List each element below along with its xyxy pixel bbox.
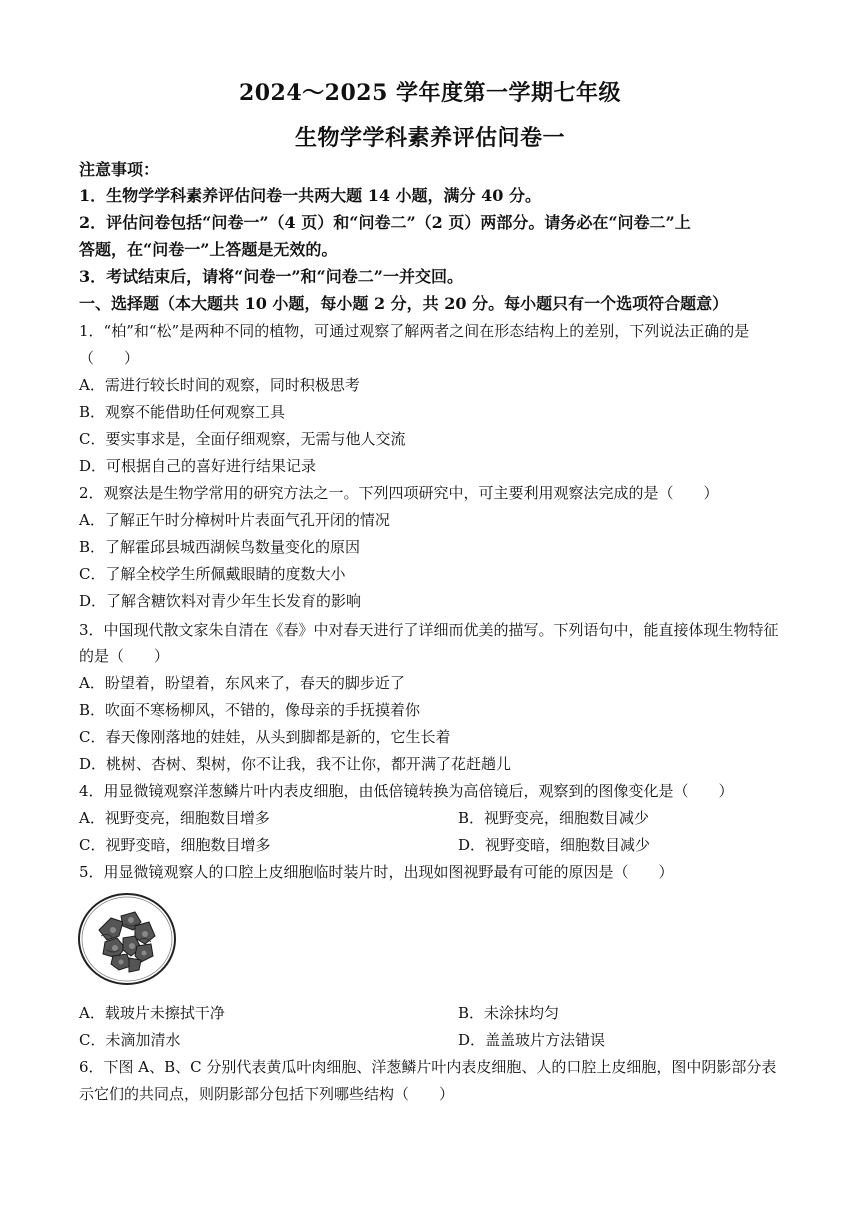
q5-option-c: C．未滴加清水: [79, 1031, 181, 1049]
q1-option-a: A．需进行较长时间的观察，同时积极思考: [79, 376, 360, 394]
q1-option-d: D．可根据自己的喜好进行结果记录: [79, 457, 317, 475]
q2-stem: 2．观察法是生物学常用的研究方法之一。下列四项研究中，可主要利用观察法完成的是（ ）: [79, 484, 719, 502]
q2-option-b: B．了解霍邱县城西湖候鸟数量变化的原因: [79, 538, 361, 556]
notice-item-1: 1．生物学学科素养评估问卷一共两大题 14 小题，满分 40 分。: [79, 186, 541, 205]
q6-stem: 6．下图 A、B、C 分别代表黄瓜叶肉细胞、洋葱鳞片叶内表皮细胞、人的口腔上皮细胞，图中阴影部分表: [79, 1058, 777, 1076]
q5-option-d: D．盖盖玻片方法错误: [458, 1031, 606, 1049]
q3-option-a: A．盼望着，盼望着，东风来了，春天的脚步近了: [79, 674, 405, 692]
q4-option-d: D．视野变暗，细胞数目减少: [458, 836, 651, 854]
q3-stem-cont: 的是（ ）: [79, 647, 170, 665]
q4-option-a: A．视野变亮，细胞数目增多: [79, 809, 270, 827]
q6-stem-cont: 示它们的共同点，则阴影部分包括下列哪些结构（ ）: [79, 1085, 455, 1103]
notice-item-3: 3．考试结束后，请将“问卷一”和“问卷二”一并交回。: [79, 267, 463, 286]
section-heading: 一、选择题（本大题共 10 小题，每小题 2 分，共 20 分。每小题只有一个选项符合题意）: [79, 294, 729, 313]
notice-item-2: 2．评估问卷包括“问卷一”（4 页）和“问卷二”（2 页）两部分。请务必在“问卷二”上: [79, 213, 691, 232]
q2-option-a: A．了解正午时分樟树叶片表面气孔开闭的情况: [79, 511, 390, 529]
q4-option-c: C．视野变暗，细胞数目增多: [79, 836, 271, 854]
q3-option-b: B．吹面不寒杨柳风，不错的，像母亲的手抚摸着你: [79, 701, 421, 719]
q5-option-a: A．载玻片未擦拭干净: [79, 1004, 225, 1022]
q4-stem: 4．用显微镜观察洋葱鳞片叶内表皮细胞，由低倍镜转换为高倍镜后，观察到的图像变化是（ ）: [79, 782, 734, 800]
exam-subtitle: 生物学学科素养评估问卷一: [294, 125, 565, 151]
q2-option-d: D．了解含糖饮料对青少年生长发育的影响: [79, 592, 362, 610]
microscope-field-figure: [77, 892, 177, 986]
q1-option-c: C．要实事求是，全面仔细观察，无需与他人交流: [79, 430, 406, 448]
q2-option-c: C．了解全校学生所佩戴眼睛的度数大小: [79, 565, 346, 583]
q1-stem: 1．“柏”和“松”是两种不同的植物，可通过观察了解两者之间在形态结构上的差别，下列说法正确的是: [79, 322, 750, 340]
q1-stem-cont: （ ）: [79, 349, 140, 367]
q5-stem: 5．用显微镜观察人的口腔上皮细胞临时装片时，出现如图视野最有可能的原因是（ ）: [79, 863, 674, 881]
q3-option-d: D．桃树、杏树、梨树，你不让我，我不让你，都开满了花赶趟儿: [79, 755, 512, 773]
q5-option-b: B．未涂抹均匀: [458, 1004, 560, 1022]
exam-title: 2024～2025 学年度第一学期七年级: [238, 80, 622, 106]
notice-heading: 注意事项：: [79, 160, 160, 179]
q3-option-c: C．春天像刚落地的娃娃，从头到脚都是新的，它生长着: [79, 728, 451, 746]
notice-item-2-cont: 答题，在“问卷一”上答题是无效的。: [79, 240, 338, 259]
q1-option-b: B．观察不能借助任何观察工具: [79, 403, 286, 421]
q3-stem: 3．中国现代散文家朱自清在《春》中对春天进行了详细而优美的描写。下列语句中，能直接体现生物特征: [79, 621, 779, 639]
q4-option-b: B．视野变亮，细胞数目减少: [458, 809, 650, 827]
